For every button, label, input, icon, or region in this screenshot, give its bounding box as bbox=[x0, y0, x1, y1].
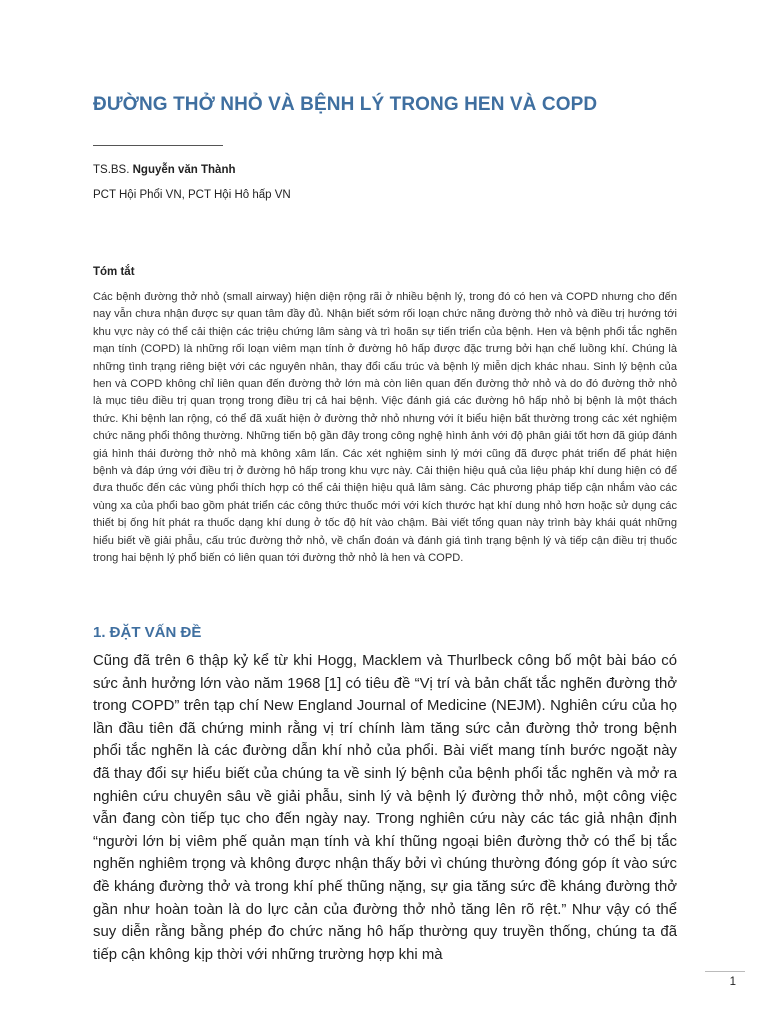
author-name: Nguyễn văn Thành bbox=[132, 164, 236, 176]
section-heading: 1. ĐẶT VẤN ĐỀ bbox=[93, 624, 202, 641]
author-prefix: TS.BS. bbox=[93, 164, 133, 176]
title-divider bbox=[93, 145, 223, 146]
paper-title: ĐƯỜNG THỞ NHỎ VÀ BỆNH LÝ TRONG HEN VÀ COPD bbox=[93, 94, 598, 115]
author-affiliation: PCT Hội Phổi VN, PCT Hội Hô hấp VN bbox=[93, 189, 291, 201]
page-number: 1 bbox=[729, 976, 736, 988]
abstract-heading: Tóm tắt bbox=[93, 266, 135, 278]
footer-divider bbox=[705, 971, 745, 972]
section-body-text: Cũng đã trên 6 thập kỷ kể từ khi Hogg, Macklem và Thurlbeck công bố một bài báo có sức ảnh hưởng lớn vào năm 1968 [1] có tiêu đề “Vị trí và bản chất tắc nghẽn đường thở trong COPD” trên tạp chí New England Journal of Medicine (NEJM). Nghiên cứu của họ lần đầu tiên đã chứng minh rằng vị trí chính làm tăng sức cản đường thở trong bệnh phổi tắc nghẽn là các đường dẫn khí nhỏ của phổi. Bài viết mang tính bước ngoặt này đã thay đổi sự hiểu biết của chúng ta về sinh lý bệnh của bệnh phổi tắc nghẽn và mở ra nghiên cứu chuyên sâu về giải phẫu, sinh lý và bệnh lý đường thở nhỏ, một công việc vẫn đang còn tiếp tục cho đến ngày nay. Trong nghiên cứu này các tác giả nhận định “người lớn bị viêm phế quản mạn tính và khí thũng ngoại biên đường thở có thể bị tắc nghẽn nghiêm trọng và không được nhận thấy bởi vì chúng thường đóng góp ít vào sức đề kháng đường thở và trong khí phế thũng nặng, sự gia tăng sức đề kháng đường thở gần như hoàn toàn là do lực cản của đường thở nhỏ tăng lên rõ rệt.” Như vậy có thể suy diễn rằng bằng phép đo chức năng hô hấp thường quy truyền thống, chúng ta đã tiếp cận không kịp thời với những trường hợp khi mà bbox=[93, 653, 677, 963]
abstract-text: Các bệnh đường thở nhỏ (small airway) hiện diện rộng rãi ở nhiều bệnh lý, trong đó có hen và COPD nhưng cho đến nay vẫn chưa nhận được sự quan tâm đầy đủ. Nhận biết sớm rối loạn chức năng đường thở nhỏ và điều trị hướng tới khu vực này có thể cải thiện các triệu chứng lâm sàng và trì hoãn sự tiến triển của bệnh. Hen và bệnh phổi tắc nghẽn mạn tính (COPD) là những rối loạn viêm mạn tính ở đường hô hấp được đặc trưng bởi hạn chế luồng khí. Chúng là những tình trạng riêng biệt với các nguyên nhân, thay đổi cấu trúc và bệnh lý miễn dịch khác nhau. Sinh lý bệnh của hen và COPD không chỉ liên quan đến đường thở lớn mà còn liên quan đến đường thở nhỏ và do đó đường thở nhỏ là mục tiêu điều trị quan trọng trong điều trị cả hai bệnh. Việc đánh giá các đường hô hấp nhỏ bị bệnh là một thách thức. Khi bệnh lan rộng, có thể đã xuất hiện ở đường thở nhỏ nhưng với ít biểu hiện bất thường trong các xét nghiệm chức năng phổi thông thường. Những tiến bộ gần đây trong công nghệ hình ảnh với độ phân giải tốt hơn đã giúp đánh giá hình thái đường thở nhỏ mà không xâm lấn. Các xét nghiệm sinh lý mới cũng đã được phát triển để phát hiện bệnh và đáp ứng với điều trị ở đường hô hấp trong khu vực này. Cải thiện hiệu quả của liệu pháp khí dung hiện có để đưa thuốc đến các vùng phổi thích hợp có thể cải thiện hiệu quả lâm sàng. Các phương pháp tiếp cận nhắm vào các vùng xa của phổi bao gồm phát triển các công thức thuốc mới với kích thước hạt khí dung nhỏ hơn hoặc sử dụng các thiết bị ống hít phát ra thuốc dạng khí dung ở tốc độ hít vào chậm. Bài viết tổng quan này trình bày khái quát những hiểu biết về giải phẫu, cấu trúc đường thở nhỏ, về chẩn đoán và đánh giá tình trạng bệnh lý và tiếp cận điều trị thuốc trong hai bệnh lý phổ biến có liên quan tới đường thở nhỏ là hen và COPD. bbox=[93, 291, 677, 565]
author-line bbox=[93, 164, 236, 176]
